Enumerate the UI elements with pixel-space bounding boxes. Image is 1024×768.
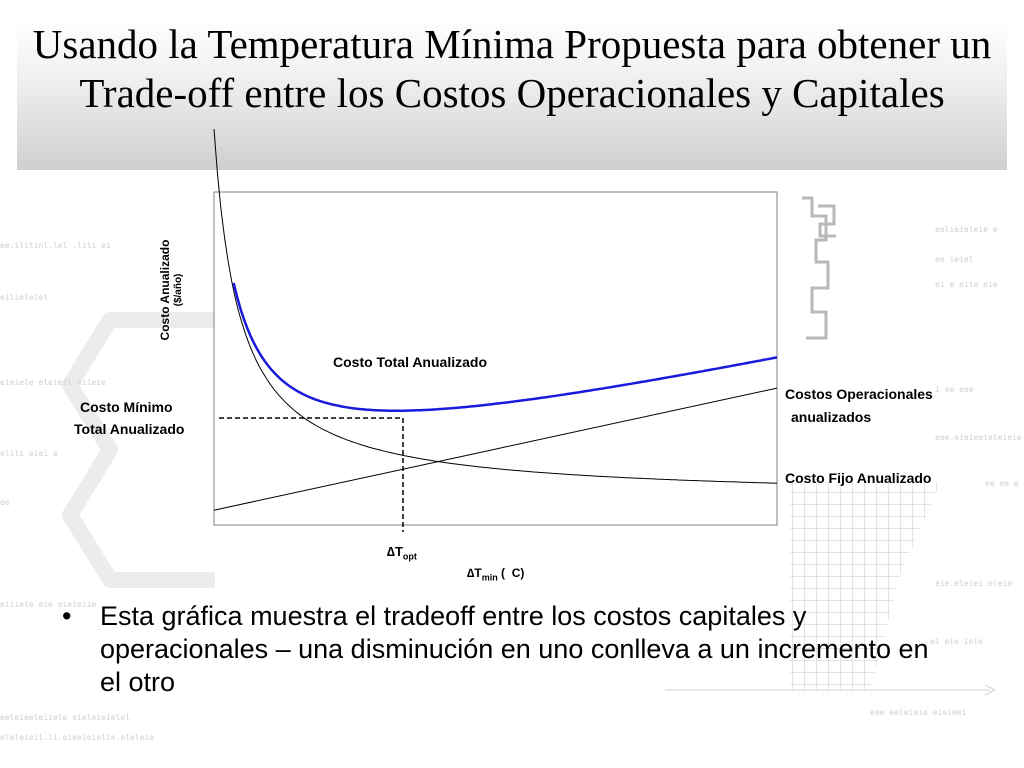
svg-text:eee.eieieeieleieie: eee.eieieeieleieie — [935, 433, 1022, 442]
svg-text:eie.eleiei.eleie: eie.eleiei.eleie — [935, 579, 1013, 588]
total-cost-label: Costo Total Anualizado — [333, 354, 487, 370]
svg-text:ee ee e: ee ee e — [985, 479, 1019, 488]
topt-delta: ∆ — [387, 544, 395, 559]
svg-text:i ee eee: i ee eee — [935, 385, 974, 394]
svg-text:eee eeleieie eieieei: eee eeleieie eieieei — [870, 708, 967, 717]
svg-text:eeleieeleiiele eieleieielel: eeleieeleiiele eieleieielel — [0, 713, 131, 722]
x-axis-base: T — [474, 566, 482, 580]
bullet-marker: • — [62, 601, 72, 631]
y-axis-unit: ($/año) — [173, 273, 184, 307]
svg-text:ei e eiie eie: ei e eiie eie — [935, 280, 998, 289]
plot-area — [214, 192, 777, 525]
svg-text:eieiele eleieil eiieie: eieiele eleieil eiieie — [0, 378, 106, 387]
operational-cost-label-line2: anualizados — [791, 409, 872, 425]
svg-text:ee ieiel: ee ieiel — [935, 255, 974, 264]
svg-text:elili eiei e: elili eiei e — [0, 449, 58, 458]
svg-text:eilielelel: eilielelel — [0, 293, 49, 302]
topt-base: T — [394, 544, 403, 559]
x-axis-unit: ( C) — [497, 566, 525, 580]
svg-text:eelieieleie e: eelieieleie e — [935, 225, 998, 234]
x-axis-delta: ∆ — [467, 566, 475, 580]
y-axis-title: Costo Anualizado — [158, 239, 172, 341]
topt-label — [387, 544, 417, 562]
svg-text:eleleieil.li.eieeieielie.elele: eleleieil.li.eieeieielie.eleleie — [0, 733, 155, 742]
y-axis-label — [158, 205, 198, 375]
svg-text:ei eie ieie: ei eie ieie — [930, 637, 983, 646]
slide-title: Usando la Temperatura Mínima Propuesta para obtener un Trade-off entre los Costos Operacionales y Capitales — [32, 21, 992, 116]
bullet-text: Esta gráfica muestra el tradeoff entre los costos capitales y operacionales – una disminución en uno conlleva a un incremento en el otro — [100, 601, 929, 697]
svg-text:ee: ee — [0, 498, 10, 507]
topt-sub: opt — [402, 551, 417, 562]
min-cost-label-line2: Total Anualizado — [74, 421, 185, 437]
x-axis-sub: min — [481, 572, 498, 583]
svg-text:eiiiele eie eieieiie: eiiiele eie eieieiie — [0, 600, 97, 609]
min-cost-label-line1: Costo Mínimo — [80, 399, 173, 415]
fixed-cost-label: Costo Fijo Anualizado — [785, 470, 932, 486]
x-axis-label — [467, 566, 524, 582]
operational-cost-label-line1: Costos Operacionales — [785, 386, 933, 402]
svg-text:ee.ilitinl.lel .lili ei: ee.ilitinl.lel .lili ei — [0, 241, 111, 250]
